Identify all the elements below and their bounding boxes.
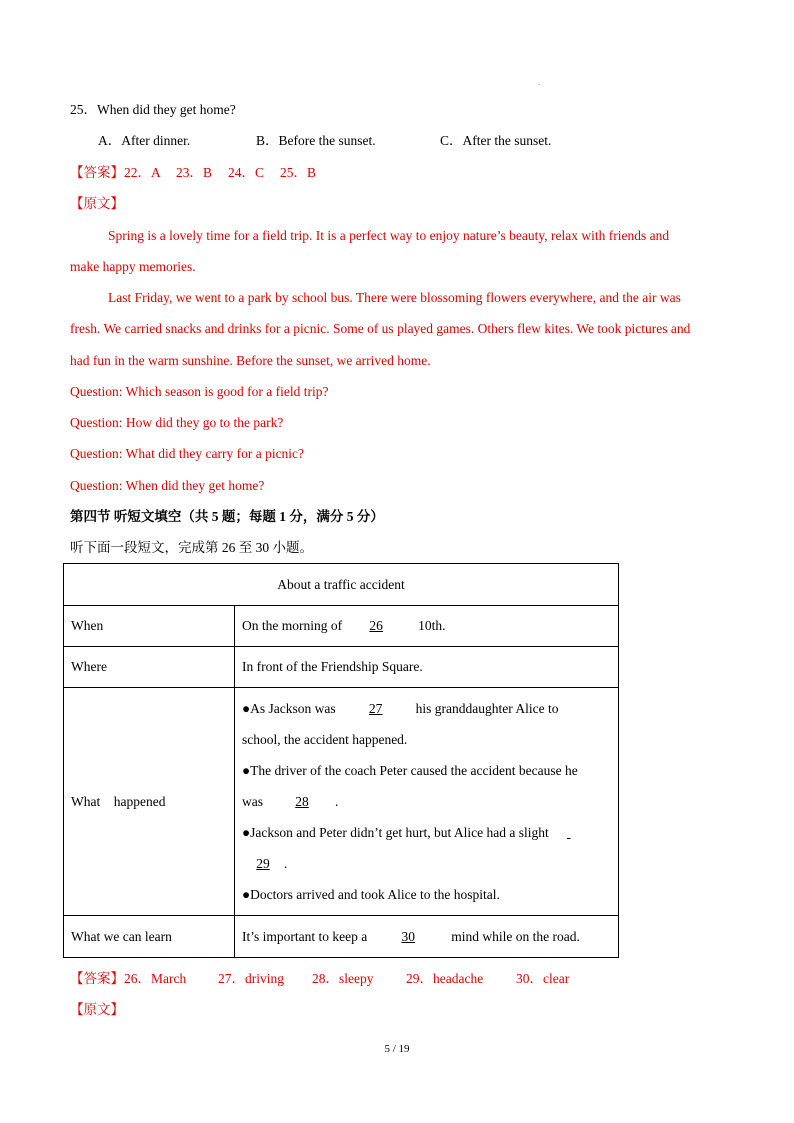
answer-line-1	[70, 164, 316, 182]
table-row	[64, 606, 619, 647]
blank-27: 27	[368, 701, 383, 716]
answer-item: 29．headache	[406, 971, 484, 986]
blank-29: 29	[256, 856, 270, 871]
original-label-2: 【原文】	[70, 1002, 124, 1017]
transcript-para1-line2: make happy memories.	[70, 259, 196, 274]
row-value-when: On the morning of 26 10th.	[235, 606, 619, 647]
answer-item: 26．March	[124, 971, 187, 986]
header-dot: .	[538, 78, 540, 87]
answer-item: 23．B	[176, 165, 213, 180]
blank-26: 26	[369, 618, 383, 633]
answer-item: 28．sleepy	[312, 971, 374, 986]
answer-item: 27．driving	[218, 971, 284, 986]
answer-item: 25．B	[280, 165, 317, 180]
transcript-para1-line1: Spring is a lovely time for a field trip. It is a perfect way to enjoy nature’s beauty, relax with friends and	[108, 228, 670, 243]
original-label: 【原文】	[70, 196, 124, 211]
option-c: C．After the sunset.	[440, 133, 552, 148]
answer-item: 22．A	[124, 165, 161, 180]
transcript-question: Question: What did they carry for a picnic?	[70, 446, 305, 461]
option-b: B．Before the sunset.	[256, 133, 376, 148]
accident-table	[63, 563, 619, 958]
row-value-where: In front of the Friendship Square.	[235, 647, 619, 688]
option-a: A．After dinner.	[98, 133, 191, 148]
section-heading: 第四节 听短文填空（共 5 题；每题 1 分，满分 5 分）	[70, 509, 384, 524]
row-value-learn: It’s important to keep a 30 mind while on the road.	[235, 916, 619, 958]
transcript-question: Question: When did they get home?	[70, 478, 265, 493]
transcript-para2-line3: had fun in the warm sunshine. Before the sunset, we arrived home.	[70, 353, 431, 368]
row-label-where: Where	[64, 647, 235, 688]
transcript-para2-line2: fresh. We carried snacks and drinks for a picnic. Some of us played games. Others flew kites. We took pictures and	[70, 321, 691, 336]
transcript-question: Question: Which season is good for a field trip?	[70, 384, 329, 399]
row-value-what-happened: ●As Jackson was 27 his granddaughter Alice to school, the accident happened. ●The driver of the coach Peter caused the accident because he was 28 . ●Jackson and Peter didn’t get hurt, but Alice had a slight 29 . ●Doctors arrived and took Alice to the hospital.	[235, 688, 619, 916]
page-number: 5 / 19	[384, 1043, 410, 1055]
row-label-when: When	[64, 606, 235, 647]
row-label-what-happened: What happened	[64, 688, 235, 916]
section-instruction: 听下面一段短文，完成第 26 至 30 小题。	[70, 540, 313, 555]
answer-item: 24．C	[228, 165, 265, 180]
answer-item: 30．clear	[516, 971, 570, 986]
table-row	[64, 916, 619, 958]
row-label-learn: What we can learn	[64, 916, 235, 958]
transcript-question: Question: How did they go to the park?	[70, 415, 284, 430]
answer-line-2	[70, 970, 569, 988]
table-row	[64, 647, 619, 688]
table-row	[64, 688, 619, 916]
answer-label: 【答案】	[70, 165, 124, 180]
table-title: About a traffic accident	[64, 564, 619, 606]
blank-28: 28	[295, 794, 309, 809]
answer-label: 【答案】	[70, 971, 124, 986]
transcript-para2-line1: Last Friday, we went to a park by school bus. There were blossoming flowers everywhere, and the air was	[108, 290, 681, 305]
blank-30: 30	[401, 928, 415, 944]
question-25-stem: 25．When did they get home?	[70, 102, 236, 117]
